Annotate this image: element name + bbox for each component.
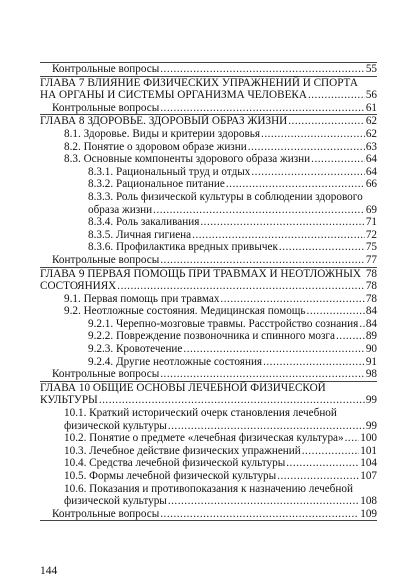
toc-entry-row (40, 394, 377, 407)
toc-entry-page: 108 (360, 495, 377, 508)
toc-entry-title: 9.2.1. Черепно-мозговые травмы. Расстройство сознания (88, 317, 359, 330)
dot-leader (153, 204, 365, 217)
toc-entry-page: 84 (365, 305, 377, 318)
toc-entry (40, 432, 377, 445)
toc-entry-page: 101 (360, 444, 377, 457)
dot-leader (168, 495, 359, 508)
toc-entry-title: физической культуры (64, 419, 167, 432)
dot-leader (160, 368, 365, 381)
toc-entry-title: ГЛАВА 9 ПЕРВАЯ ПОМОЩЬ ПРИ ТРАВМАХ И НЕОТЛОЖНЫХ (40, 267, 361, 280)
toc-entry (40, 457, 377, 470)
dot-leader (279, 241, 365, 254)
toc-entry-page: 64 (365, 165, 377, 178)
toc-entry-page: 62 (365, 127, 377, 140)
toc-entry-line: 10.1. Краткий исторический очерк становления лечебной (64, 407, 337, 420)
toc-entry (40, 305, 377, 318)
toc-entry-title: 8.3.6. Профилактика вредных привычек (88, 241, 278, 254)
toc-entry-title: 10.2. Понятие о предмете «лечебная физическая культура» (64, 432, 344, 445)
toc-entry-page: 64 (365, 153, 377, 166)
toc-entry-page: 89 (365, 330, 377, 343)
toc-entry-title: 8.3. Основные компоненты здорового образа жизни (64, 153, 311, 166)
toc-entry-page: 91 (365, 355, 377, 368)
dot-leader (220, 293, 364, 306)
toc-entry-title: 9.2. Неотложные состояния. Медицинская помощь (64, 305, 306, 318)
toc-entry (40, 191, 377, 216)
toc-entry (40, 216, 377, 229)
toc-entry-page: 56 (365, 89, 377, 102)
toc-entry-title: 8.3.4. Роль закаливания (88, 216, 200, 229)
dot-leader (117, 280, 365, 293)
toc-entry-title: 9.2.4. Другие неотложные состояния (88, 355, 263, 368)
toc-entry-row (64, 153, 377, 166)
toc-entry-row (64, 293, 377, 306)
toc-entry-title: Контрольные вопросы (52, 507, 160, 520)
toc-entry-title: КУЛЬТУРЫ (40, 394, 98, 407)
toc-entry-row (52, 102, 377, 115)
dot-leader (160, 63, 365, 76)
toc-entry-page: 109 (360, 507, 377, 520)
toc-entry-title: Контрольные вопросы (52, 368, 160, 381)
dot-leader (160, 508, 359, 521)
toc-entry-title: физической культуры (64, 495, 167, 508)
table-of-contents (40, 62, 377, 521)
toc-entry-line: ГЛАВА 10 ОБЩИЕ ОСНОВЫ ЛЕЧЕБНОЙ ФИЗИЧЕСКОЙ (40, 381, 326, 394)
dot-leader (286, 457, 359, 470)
toc-chapter (40, 268, 377, 281)
toc-entry-title: 8.2. Понятие о здоровом образе жизни (64, 140, 247, 153)
toc-entry (40, 229, 377, 242)
toc-entry-row (64, 445, 377, 458)
toc-entry (40, 178, 377, 191)
toc-entry-row (88, 204, 377, 217)
toc-entry (40, 508, 377, 521)
toc-entry-title: 8.3.2. Рациональное питание (88, 178, 225, 191)
toc-chapter (40, 280, 377, 293)
section-rule (40, 520, 377, 521)
toc-entry-row (40, 268, 377, 281)
toc-entry-row (64, 141, 377, 154)
toc-entry-page: 71 (365, 216, 377, 229)
toc-entry (40, 343, 377, 356)
dot-leader (183, 343, 364, 356)
toc-entry-page: 78 (365, 292, 377, 305)
toc-entry-page: 98 (365, 368, 377, 381)
toc-entry-page: 99 (365, 394, 377, 407)
dot-leader (345, 432, 360, 445)
toc-chapter (40, 77, 377, 102)
toc-entry-page: 75 (365, 241, 377, 254)
toc-entry-row (88, 343, 377, 356)
toc-entry-page: 63 (365, 140, 377, 153)
toc-entry-title: СОСТОЯНИЯХ (40, 280, 117, 293)
toc-entry-row (88, 318, 377, 331)
toc-entry-row (64, 470, 377, 483)
toc-entry-title: Контрольные вопросы (52, 63, 160, 75)
toc-entry-title: 8.1. Здоровье. Виды и критерии здоровья (64, 127, 261, 140)
dot-leader (160, 102, 365, 115)
toc-entry-row (64, 305, 377, 318)
dot-leader (251, 166, 364, 179)
toc-entry-page: 69 (365, 203, 377, 216)
toc-entry-row (88, 229, 377, 242)
toc-entry (40, 166, 377, 179)
dot-leader (168, 420, 365, 433)
toc-entry-title: 9.2.2. Повреждение позвоночника и спинного мозга (88, 330, 335, 343)
toc-entry-title: 10.4. Средства лечебной физической культуры (64, 457, 286, 470)
toc-entry-title: НА ОРГАНЫ И СИСТЕМЫ ОРГАНИЗМА ЧЕЛОВЕКА (40, 89, 307, 102)
toc-entry-line: 10.6. Показания и противопоказания к назначению лечебной (64, 482, 353, 495)
toc-entry-row (64, 420, 377, 433)
toc-entry-row (88, 356, 377, 369)
toc-entry (40, 318, 377, 331)
toc-entry-page: 78 (365, 267, 377, 280)
toc-entry-row (52, 368, 377, 381)
toc-entry-page: 66 (365, 178, 377, 191)
dot-leader (277, 470, 359, 483)
toc-entry (40, 63, 377, 76)
toc-entry-row (64, 128, 377, 141)
toc-entry (40, 330, 377, 343)
toc-entry (40, 153, 377, 166)
toc-entry-row (52, 254, 377, 267)
toc-entry (40, 102, 377, 115)
dot-leader (311, 153, 365, 166)
dot-leader (336, 330, 365, 343)
toc-entry-page: 61 (365, 101, 377, 114)
dot-leader (192, 229, 365, 242)
toc-entry (40, 356, 377, 369)
toc-chapter (40, 382, 377, 407)
toc-entry-title: образа жизни (88, 203, 153, 216)
toc-entry-row (40, 280, 377, 293)
toc-entry-page: 78 (365, 280, 377, 293)
toc-entry-row (88, 178, 377, 191)
toc-entry-title: Контрольные вопросы (52, 253, 160, 266)
toc-entry-page: 55 (365, 63, 377, 75)
toc-entry (40, 293, 377, 306)
toc-entry (40, 445, 377, 458)
page-number: 144 (40, 565, 58, 577)
toc-entry-row (40, 115, 377, 128)
dot-leader (160, 254, 365, 267)
toc-entry (40, 241, 377, 254)
dot-leader (307, 305, 365, 318)
toc-entry-page: 100 (360, 432, 377, 445)
toc-entry-page: 90 (365, 343, 377, 356)
toc-entry-title: 10.5. Формы лечебной физической культуры (64, 470, 277, 482)
toc-entry (40, 483, 377, 508)
toc-entry (40, 470, 377, 483)
toc-entry-title: 10.3. Лечебное действие физических упражнений (64, 444, 301, 457)
toc-entry-line: 8.3.3. Роль физической культуры в соблюдении здорового (88, 190, 363, 203)
toc-entry-row (64, 495, 377, 508)
toc-entry-title: ГЛАВА 8 ЗДОРОВЬЕ. ЗДОРОВЫЙ ОБРАЗ ЖИЗНИ (40, 115, 288, 128)
toc-entry-page: 77 (365, 253, 377, 266)
toc-entry-page: 72 (365, 228, 377, 241)
toc-entry-row (64, 432, 377, 445)
toc-entry-line: ГЛАВА 7 ВЛИЯНИЕ ФИЗИЧЕСКИХ УПРАЖНЕНИЙ И СПОРТА (40, 76, 358, 89)
dot-leader (99, 394, 365, 407)
toc-entry-page: 62 (365, 115, 377, 128)
dot-leader (200, 216, 364, 229)
dot-leader (261, 128, 365, 141)
toc-entry-row (88, 166, 377, 179)
toc-entry-row (52, 63, 377, 76)
dot-leader (226, 178, 365, 191)
toc-entry (40, 141, 377, 154)
toc-chapter (40, 115, 377, 128)
toc-entry (40, 407, 377, 432)
dot-leader (263, 356, 365, 369)
toc-entry-row (88, 241, 377, 254)
toc-entry-page: 84 (365, 317, 377, 330)
toc-entry-title: 8.3.1. Рациональный труд и отдых (88, 165, 251, 178)
toc-entry-row (88, 330, 377, 343)
toc-entry (40, 128, 377, 141)
toc-entry-page: 104 (360, 457, 377, 470)
toc-entry-title: 9.1. Первая помощь при травмах (64, 292, 220, 305)
dot-leader (359, 318, 365, 331)
toc-entry (40, 254, 377, 267)
toc-entry-title: 9.2.3. Кровотечение (88, 343, 183, 356)
dot-leader (288, 115, 365, 128)
toc-entry-row (88, 216, 377, 229)
dot-leader (308, 89, 365, 102)
toc-entry-row (40, 89, 377, 102)
toc-entry-title: Контрольные вопросы (52, 101, 160, 114)
toc-entry-page: 107 (360, 470, 377, 482)
toc-entry-row (64, 457, 377, 470)
toc-entry-title: 8.3.5. Личная гигиена (88, 228, 192, 241)
toc-entry (40, 368, 377, 381)
toc-entry-page: 99 (365, 419, 377, 432)
dot-leader (302, 445, 359, 458)
dot-leader (248, 141, 365, 154)
toc-entry-row (52, 508, 377, 521)
